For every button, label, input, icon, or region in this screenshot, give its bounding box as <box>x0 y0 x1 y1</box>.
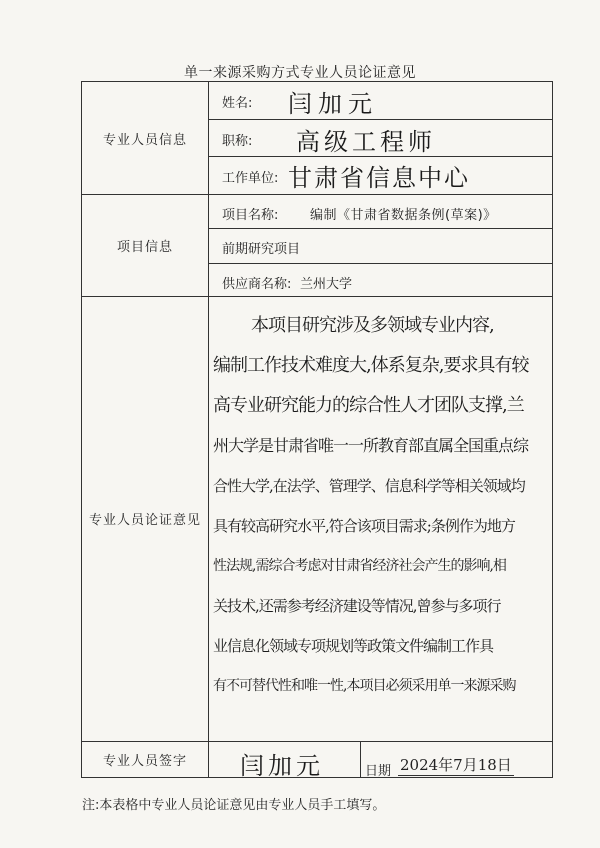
opinion-line: 性法规,需综合考虑对甘肃省经济社会产生的影响,相 <box>213 558 506 574</box>
project-info-label: 项目信息 <box>116 239 173 255</box>
opinion-line: 本项目研究涉及多领域专业内容, <box>251 315 494 336</box>
date-divider <box>360 741 361 777</box>
opinion-line: 关技术,还需参考经济建设等情况,曾参与多项行 <box>213 597 501 615</box>
supplier-label: 供应商名称: <box>222 277 292 292</box>
signature-label: 专业人员签字 <box>102 753 187 769</box>
project-name-value-cont: 前期研究项目 <box>222 242 301 257</box>
date-label: 日期 <box>365 764 392 779</box>
name-value: 闫加元 <box>288 90 378 118</box>
footnote: 注:本表格中专业人员论证意见由专业人员手工填写。 <box>82 798 386 813</box>
unit-value: 甘肃省信息中心 <box>288 164 470 192</box>
expert-info-label: 专业人员信息 <box>102 132 187 148</box>
opinion-line: 高专业研究能力的综合性人才团队支撑,兰 <box>213 395 524 416</box>
opinion-line: 具有较高研究水平,符合该项目需求;条例作为地方 <box>213 517 515 535</box>
title-value: 高级工程师 <box>296 128 436 156</box>
title-label: 职称: <box>222 134 253 149</box>
opinion-line: 合性大学,在法学、管理学、信息科学等相关领域均 <box>213 477 525 495</box>
opinion-line: 有不可替代性和唯一性,本项目必须采用单一来源采购 <box>213 678 516 694</box>
supplier-value: 兰州大学 <box>300 277 353 292</box>
opinion-line: 业信息化领域专项规划等政策文件编制工作具 <box>213 637 494 655</box>
opinion-line: 编制工作技术难度大,体系复杂,要求具有较 <box>213 355 529 376</box>
row-divider <box>208 119 552 120</box>
column-divider <box>208 82 209 777</box>
form-title: 单一来源采购方式专业人员论证意见 <box>184 65 416 81</box>
row-divider <box>208 263 552 264</box>
date-value: 2024年7月18日 <box>400 756 512 774</box>
name-label: 姓名: <box>222 96 253 111</box>
row-divider <box>208 228 552 229</box>
opinion-line: 州大学是甘肃省唯一一所教育部直属全国重点综 <box>213 436 529 455</box>
opinion-label: 专业人员论证意见 <box>88 513 201 528</box>
opinion-text <box>213 306 551 706</box>
signature-value: 闫加元 <box>240 752 324 780</box>
project-name-value: 编制《甘肃省数据条例(草案)》 <box>310 208 497 223</box>
unit-label: 工作单位: <box>222 171 279 186</box>
project-name-label: 项目名称: <box>222 208 279 223</box>
